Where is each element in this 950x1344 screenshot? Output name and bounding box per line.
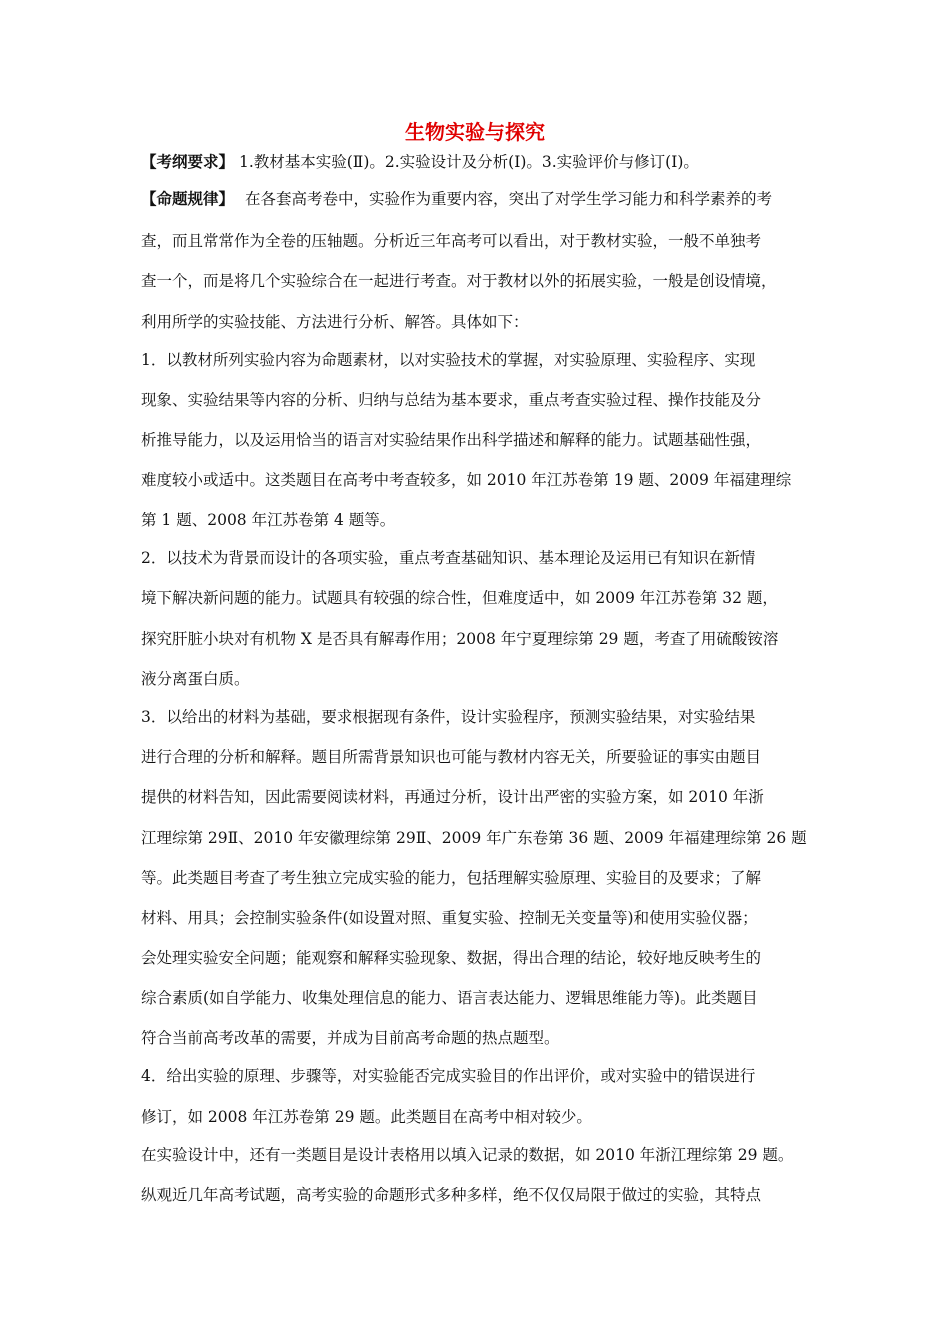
- paragraph-line: 4．给出实验的原理、步骤等，对实验能否完成实验目的作出评价，或对实验中的错误进行: [141, 1067, 756, 1085]
- kaogang-line: [141, 150, 821, 174]
- paragraph-line: 进行合理的分析和解释。题目所需背景知识也可能与教材内容无关，所要验证的事实由题目: [141, 748, 762, 766]
- paragraph-line: 会处理实验安全问题；能观察和解释实验现象、数据，得出合理的结论，较好地反映考生的: [141, 949, 762, 967]
- paragraph-line: 3．以给出的材料为基础，要求根据现有条件，设计实验程序，预测实验结果，对实验结果: [141, 708, 756, 726]
- paragraph-line: 纵观近几年高考试题，高考实验的命题形式多种多样，绝不仅仅局限于做过的实验，其特点: [141, 1186, 762, 1204]
- paragraph-line: 析推导能力，以及运用恰当的语言对实验结果作出科学描述和解释的能力。试题基础性强，: [141, 431, 762, 449]
- paragraph-line: 材料、用具；会控制实验条件(如设置对照、重复实验、控制无关变量等)和使用实验仪器；: [141, 909, 758, 927]
- paragraph-line: 境下解决新问题的能力。试题具有较强的综合性，但难度适中，如 2009 年江苏卷第 32 题，: [141, 589, 778, 607]
- paragraph-line: 2．以技术为背景而设计的各项实验，重点考查基础知识、基本理论及运用已有知识在新情: [141, 549, 756, 567]
- paragraph-line: 第 1 题、2008 年江苏卷第 4 题等。: [141, 511, 396, 529]
- paragraph-line: 现象、实验结果等内容的分析、归纳与总结为基本要求，重点考查实验过程、操作技能及分: [141, 391, 762, 409]
- paragraph-line: 难度较小或适中。这类题目在高考中考查较多，如 2010 年江苏卷第 19 题、2009 年福建理综: [141, 471, 792, 489]
- paragraph-line: 等。此类题目考查了考生独立完成实验的能力，包括理解实验原理、实验目的及要求；了解: [141, 869, 762, 887]
- paragraph-line: 查，而且常常作为全卷的压轴题。分析近三年高考可以看出，对于教材实验，一般不单独考: [141, 232, 762, 250]
- paragraph-line: 探究肝脏小块对有机物 X 是否具有解毒作用；2008 年宁夏理综第 29 题，考查了用硫酸铵溶: [141, 630, 779, 648]
- paragraph-line: 1．以教材所列实验内容为命题素材，以对实验技术的掌握，对实验原理、实验程序、实现: [141, 351, 756, 369]
- mingti-label: 【命题规律】: [141, 189, 235, 208]
- paragraph-line: 江理综第 29Ⅱ、2010 年安徽理综第 29Ⅱ、2009 年广东卷第 36 题、2009 年福建理综第 26 题: [141, 829, 807, 847]
- page-title: 生物实验与探究: [405, 120, 545, 144]
- paragraph-line: 利用所学的实验技能、方法进行分析、解答。具体如下：: [141, 313, 529, 331]
- paragraph-line: 在实验设计中，还有一类题目是设计表格用以填入记录的数据，如 2010 年浙江理综第 29 题。: [141, 1146, 794, 1164]
- kaogang-label: 【考纲要求】: [141, 152, 235, 171]
- mingti-first-line: 在各套高考卷中，实验作为重要内容，突出了对学生学习能力和科学素养的考: [244, 190, 772, 208]
- kaogang-text: 1.教材基本实验(Ⅱ)。2.实验设计及分析(Ⅰ)。3.实验评价与修订(Ⅰ)。: [238, 153, 699, 171]
- paragraph-line: 查一个，而是将几个实验综合在一起进行考查。对于教材以外的拓展实验，一般是创设情境，: [141, 272, 777, 290]
- paragraph-line: 提供的材料告知，因此需要阅读材料，再通过分析，设计出严密的实验方案，如 2010 年浙: [141, 788, 764, 806]
- paragraph-line: 综合素质(如自学能力、收集处理信息的能力、语言表达能力、逻辑思维能力等)。此类题目: [141, 989, 758, 1007]
- mingti-line: [141, 187, 821, 211]
- paragraph-line: 修订，如 2008 年江苏卷第 29 题。此类题目在高考中相对较少。: [141, 1108, 592, 1126]
- paragraph-line: 符合当前高考改革的需要，并成为目前高考命题的热点题型。: [141, 1029, 560, 1047]
- paragraph-line: 液分离蛋白质。: [141, 670, 250, 688]
